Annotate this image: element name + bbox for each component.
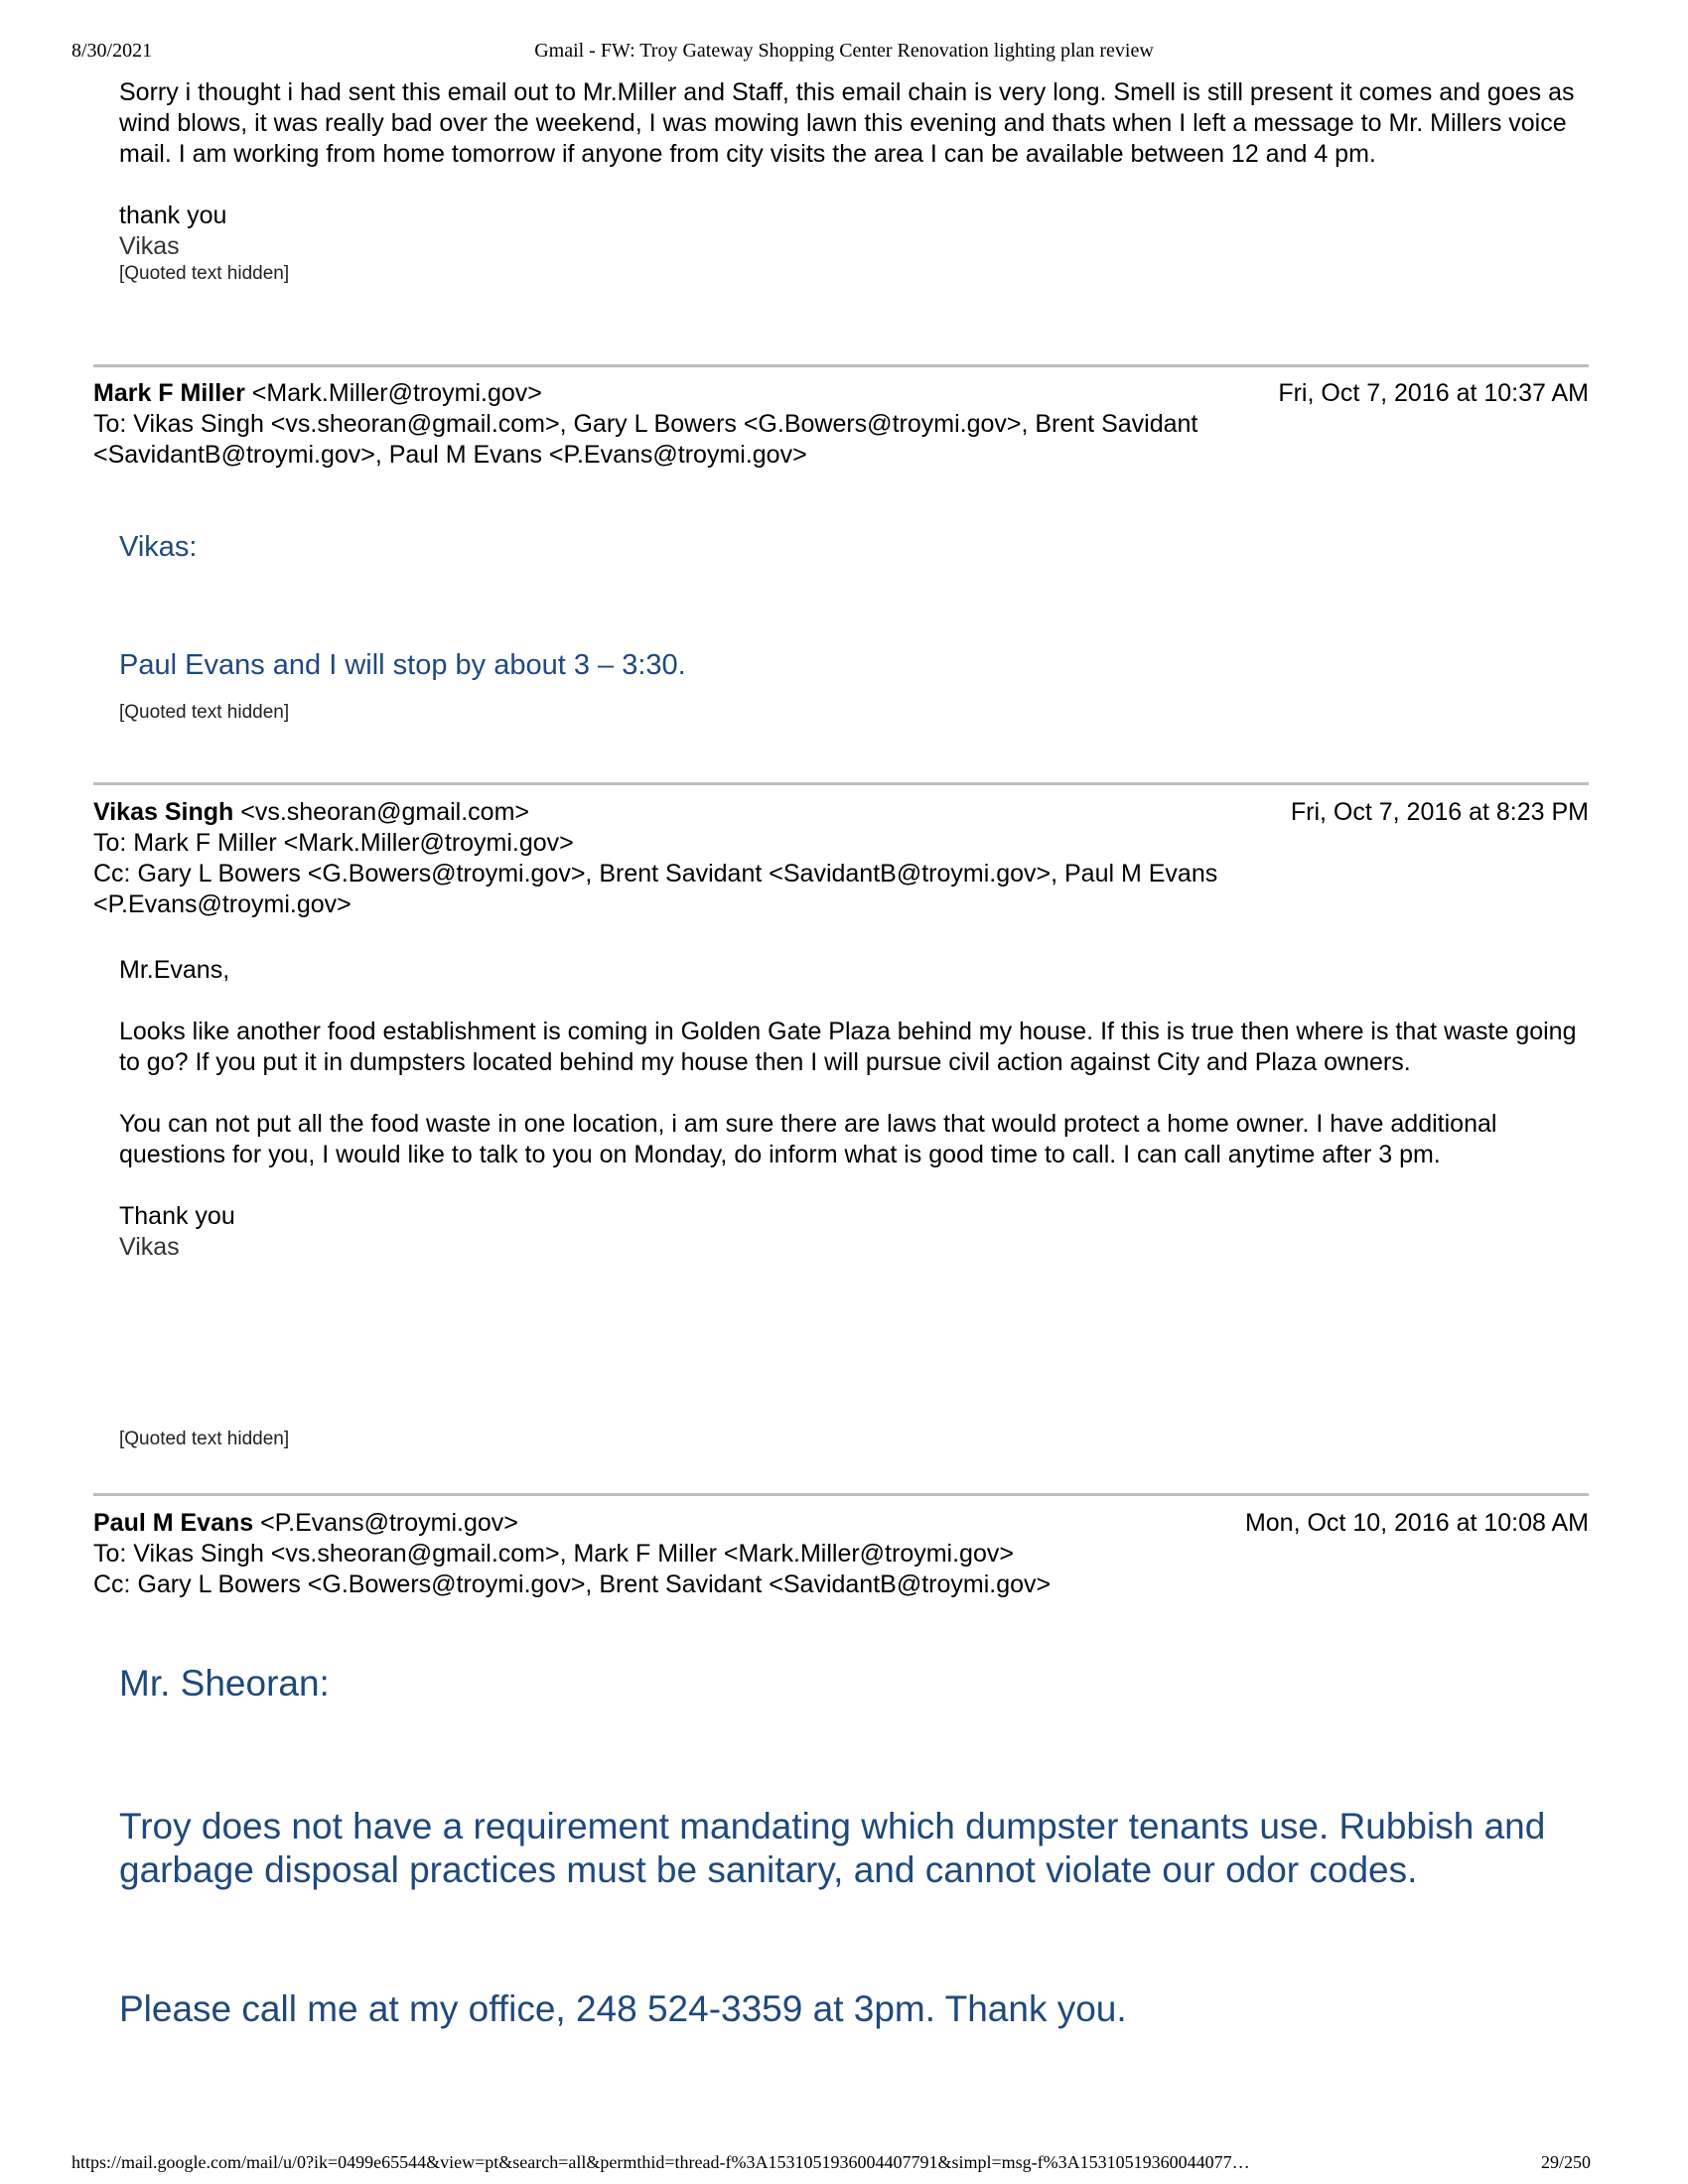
message-date: Fri, Oct 7, 2016 at 8:23 PM <box>1290 798 1589 826</box>
message-paragraph: Troy does not have a requirement mandating which dumpster tenants use. Rubbish and garbage disposal practices must be sanitary, and cannot violate our odor codes. <box>119 1806 1546 1890</box>
quoted-text-hidden-link[interactable]: [Quoted text hidden] <box>119 263 290 284</box>
message-body-2 <box>119 955 1589 1263</box>
message-body-3c <box>119 1987 1589 2031</box>
greeting: Mr. Sheoran: <box>119 1663 330 1704</box>
greeting: Mr.Evans, <box>119 956 230 984</box>
page-number: 29/250 <box>1541 2152 1592 2172</box>
message-separator <box>93 1493 1589 1496</box>
message-body-0 <box>119 77 1589 286</box>
message-paragraph: You can not put all the food waste in one location, i am sure there are laws that would protect a home owner. I have additional questions for you, I would like to talk to you on Monday, do inform what is good time to call. I can call anytime after 3 pm. <box>119 1110 1497 1168</box>
quoted-text-hidden-link[interactable]: [Quoted text hidden] <box>119 1429 290 1449</box>
message-body-1b <box>119 647 1589 725</box>
message-header-3 <box>93 1508 1589 1600</box>
message-separator <box>93 364 1589 367</box>
recipients-to: To: Vikas Singh <vs.sheoran@gmail.com>, Mark F Miller <Mark.Miller@troymi.gov> <box>93 1540 1014 1568</box>
print-title: Gmail - FW: Troy Gateway Shopping Center Renovation lighting plan review <box>534 40 1154 62</box>
closing: Thank you <box>119 1202 235 1230</box>
sender-line <box>93 1508 1589 1539</box>
message-paragraph: Please call me at my office, 248 524-3359 at 3pm. Thank you. <box>119 1988 1127 2029</box>
message-body-1 <box>119 529 1589 565</box>
greeting: Vikas: <box>119 531 198 563</box>
sender-line <box>93 797 1589 828</box>
sender-email: <vs.sheoran@gmail.com> <box>240 798 530 826</box>
sender-email: <Mark.Miller@troymi.gov> <box>251 379 542 407</box>
recipients-cc: Cc: Gary L Bowers <G.Bowers@troymi.gov>, Brent Savidant <SavidantB@troymi.gov> <box>93 1570 1052 1598</box>
message-date: Mon, Oct 10, 2016 at 10:08 AM <box>1244 1509 1589 1537</box>
message-paragraph: Looks like another food establishment is coming in Golden Gate Plaza behind my house. If this is true then where is that waste going to go? If you put it in dumpsters located behind my house then I will pursue civil action against City and Plaza owners. <box>119 1018 1577 1076</box>
print-url: https://mail.google.com/mail/u/0?ik=0499e65544&view=pt&search=all&permthid=thread-f%3A1531051936004407791&simpl=msg-f%3A15310519360044077… <box>71 2152 1250 2172</box>
sender-email: <P.Evans@troymi.gov> <box>260 1509 518 1537</box>
signature: Vikas <box>119 232 180 260</box>
signature: Vikas <box>119 1233 180 1261</box>
message-body-3 <box>119 1662 1589 1706</box>
sender-line <box>93 378 1589 409</box>
message-body-2-quoted <box>119 1428 1589 1451</box>
message-paragraph: Sorry i thought i had sent this email out to Mr.Miller and Staff, this email chain is very long. Smell is still present it comes and goes as wind blows, it was really bad over the weekend, I was mowing lawn this evening and thats when I left a message to Mr. Millers voice mail. I am working from home tomorrow if anyone from city visits the area I can be available between 12 and 4 pm. <box>119 78 1575 168</box>
message-body-3b <box>119 1805 1609 1892</box>
print-date: 8/30/2021 <box>71 40 153 62</box>
message-header-2 <box>93 797 1589 920</box>
message-separator <box>93 782 1589 785</box>
sender-name: Mark F Miller <box>93 379 245 407</box>
closing: thank you <box>119 202 227 229</box>
recipients-to: To: Mark F Miller <Mark.Miller@troymi.gov> <box>93 829 574 857</box>
quoted-text-hidden-link[interactable]: [Quoted text hidden] <box>119 702 290 723</box>
message-date: Fri, Oct 7, 2016 at 10:37 AM <box>1278 379 1589 407</box>
recipients-cc: Cc: Gary L Bowers <G.Bowers@troymi.gov>, Brent Savidant <SavidantB@troymi.gov>, Paul M Evans <P.Evans@troymi.gov> <box>93 860 1218 918</box>
recipients-to: To: Vikas Singh <vs.sheoran@gmail.com>, Gary L Bowers <G.Bowers@troymi.gov>, Brent Savidant <SavidantB@troymi.gov>, Paul M Evans <P.Evans@troymi.gov> <box>93 410 1198 469</box>
message-paragraph: Paul Evans and I will stop by about 3 – 3:30. <box>119 649 686 681</box>
message-header-1 <box>93 378 1589 471</box>
sender-name: Vikas Singh <box>93 798 234 826</box>
sender-name: Paul M Evans <box>93 1509 254 1537</box>
